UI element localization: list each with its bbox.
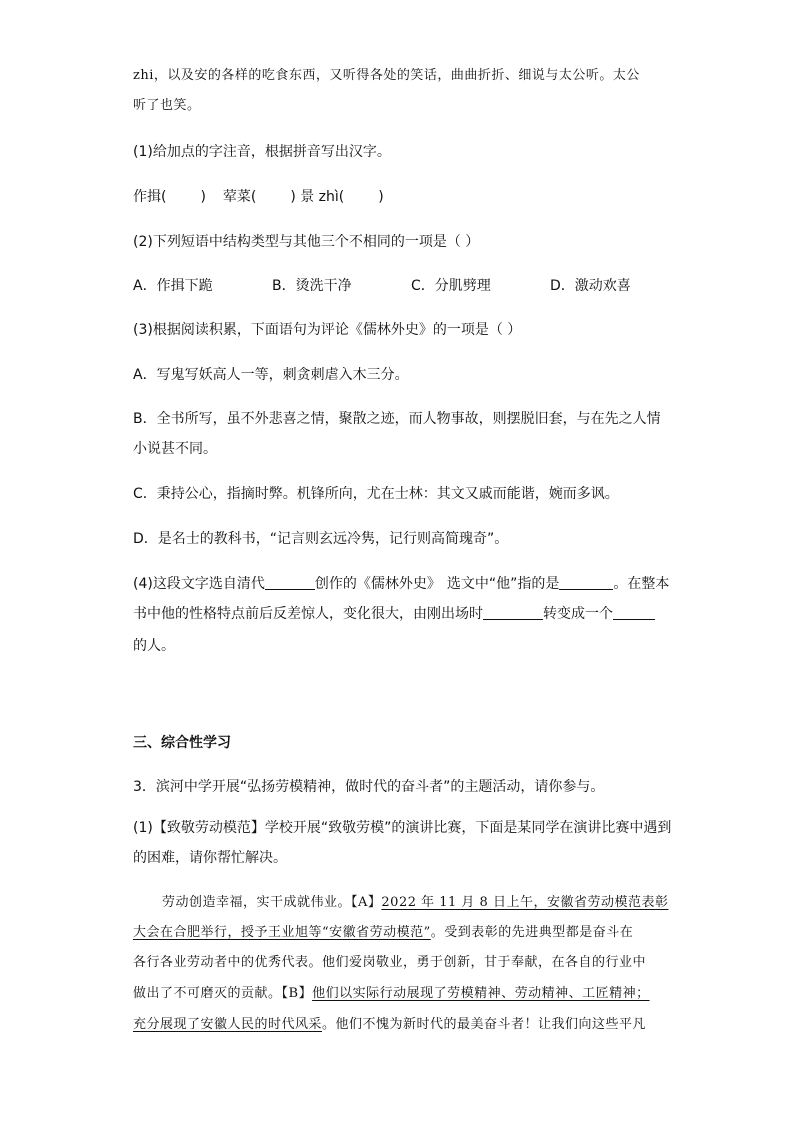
q2-sub4-line2	[133, 604, 655, 624]
blank-initial-trait[interactable]	[483, 604, 543, 620]
q2-sub3-prompt: (3)根据阅读积累，下面语句为评论《儒林外史》的一项是（ ）	[133, 322, 522, 338]
q3-intro: 3．滨河中学开展“弘扬劳模精神，做时代的奋斗者”的主题活动，请你参与。	[133, 779, 605, 795]
speech-line-3: 各行各业劳动者中的优秀代表。他们爱岗敬业，勇于创新，甘于奉献，在各自的行业中	[133, 955, 647, 970]
q2-sub4-line2-part2: 转变成一个	[543, 606, 613, 622]
blank-he-refers-to[interactable]	[559, 574, 613, 590]
item-b-close: )	[290, 189, 296, 205]
item-b-label: 荤菜(	[222, 189, 257, 205]
q3-sub1-line1: (1)【致敬劳动模范】学校开展“致敬劳模”的演讲比赛，下面是某同学在演讲比赛中遇到	[133, 820, 672, 836]
q2-sub4-part4: 。在整本	[613, 576, 670, 592]
blank-later-trait[interactable]	[613, 604, 655, 620]
speech-line-4	[133, 984, 650, 1004]
mark-b: 【B】	[281, 986, 313, 1001]
q2-sub1-prompt: (1)给加点的字注音，根据拼音写出汉字。	[133, 144, 391, 160]
q2-sub4-line2-part1: 书中他的性格特点前后反差惊人，变化很大，由刚出场时	[133, 606, 483, 622]
speech-l4-underlined: 他们以实际行动展现了劳模精神、劳动精神、工匠精神；	[312, 986, 650, 1001]
q2-sub4-part1: (4)这段文字选自清代	[133, 576, 265, 592]
q2-sub4-line1	[133, 574, 669, 594]
q2-sub4-part3: 选文中“他”指的是	[446, 576, 560, 592]
option-b: B．烫洗干净	[272, 278, 352, 294]
speech-l4-text: 做出了不可磨灭的贡献。	[133, 986, 282, 1001]
speech-l1-text: 劳动创造幸福，实干成就伟业。	[162, 895, 352, 910]
q2-sub4-line3: 的人。	[133, 638, 175, 654]
section-heading: 三、综合性学习	[133, 735, 231, 751]
item-c-close: )	[378, 189, 384, 205]
speech-l5-underlined: 充分展现了安徽人民的时代风采	[133, 1017, 323, 1032]
q3-sub1-line2: 的困难，请你帮忙解决。	[133, 850, 287, 866]
item-c-label: 景 zhì(	[300, 189, 345, 205]
q2-sub1-items	[133, 187, 384, 207]
mark-a: 【A】	[351, 895, 382, 910]
item-a-close: )	[200, 189, 206, 205]
option-d: D．激动欢喜	[550, 278, 631, 294]
speech-l2-underlined: 大会在合肥举行，授予王业旭等“安徽省劳动模范”	[133, 925, 431, 940]
item-a-label: 作揖(	[133, 189, 167, 205]
speech-l1-underlined: 2022 年 11 月 8 日上午，安徽省劳动模范表彰	[381, 895, 669, 910]
speech-line-2	[133, 923, 633, 943]
speech-l2-text: 。受到表彰的先进典型都是奋斗在	[430, 925, 634, 940]
q2-sub3-option-c: C．秉持公心，指摘时弊。机锋所向，尤在士林：其文又戚而能谐，婉而多讽。	[133, 486, 619, 502]
q2-sub3-option-d: D．是名士的教科书，“记言则玄远冷隽，记行则高简瑰奇”。	[133, 531, 509, 547]
passage-line-1: zhi，以及安的各样的吃食东西，又听得各处的笑话，曲曲折折、细说与太公听。太公	[133, 68, 640, 83]
speech-line-1	[162, 893, 668, 913]
option-a: A．作揖下跪	[133, 278, 213, 294]
speech-l5-text: 。他们不愧为新时代的最美奋斗者！让我们向这些平凡	[322, 1017, 647, 1032]
q2-sub2-prompt: (2)下列短语中结构类型与其他三个不相同的一项是（ ）	[133, 234, 480, 250]
speech-line-5	[133, 1015, 646, 1035]
option-c: C．分肌劈理	[411, 278, 491, 294]
q2-sub4-part2: 创作的《儒林外史》	[314, 576, 441, 592]
q2-sub3-option-b-line1: B．全书所写，虽不外悲喜之情，聚散之迹，而人物事故，则摆脱旧套，与在先之人情	[133, 411, 661, 427]
passage-line-2: 听了也笑。	[133, 98, 201, 113]
blank-author[interactable]	[265, 574, 315, 590]
q2-sub2-options	[133, 276, 689, 296]
q2-sub3-option-a: A．写鬼写妖高人一等，刺贪刺虐入木三分。	[133, 367, 409, 383]
q2-sub3-option-b-line2: 小说甚不同。	[133, 441, 217, 457]
